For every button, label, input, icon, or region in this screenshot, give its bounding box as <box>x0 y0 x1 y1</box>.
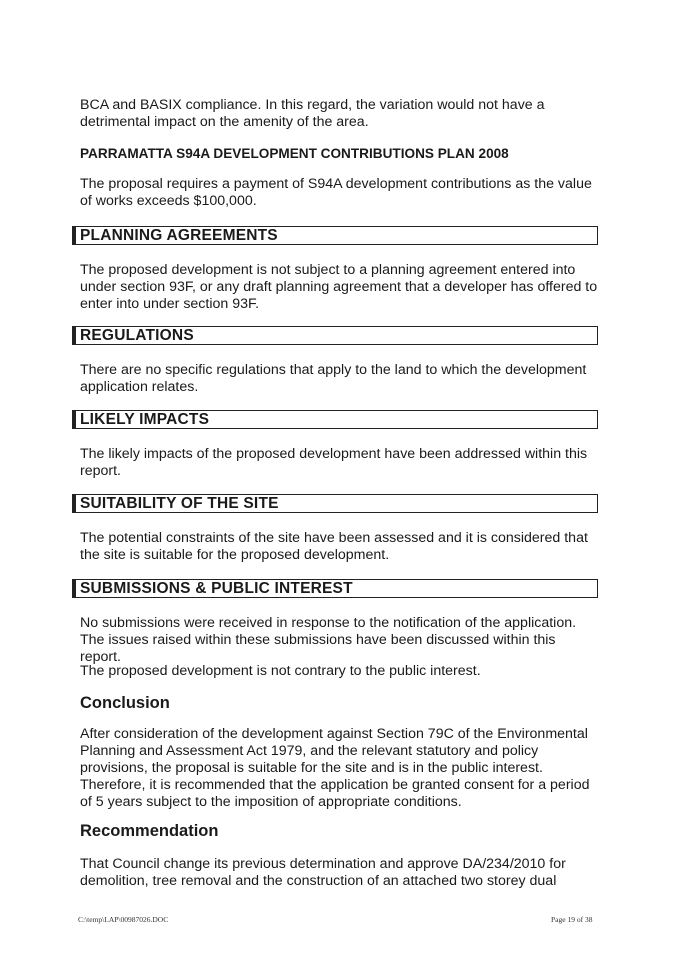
section-heading-text: PLANNING AGREEMENTS <box>80 227 278 244</box>
section-heading-suitability <box>72 494 598 513</box>
section-heading-regulations <box>72 326 598 345</box>
paragraph-planning-agreements: The proposed development is not subject to a planning agreement entered into under section 93F, or any draft planning agreement that a developer has offered to enter into under section 93F. <box>80 262 598 312</box>
heading-bar <box>72 226 76 246</box>
heading-recommendation: Recommendation <box>80 822 219 840</box>
paragraph-likely-impacts: The likely impacts of the proposed development have been addressed within this report. <box>80 446 588 479</box>
paragraph-public-interest: The proposed development is not contrary to the public interest. <box>80 663 481 679</box>
section-heading-text: REGULATIONS <box>80 327 194 344</box>
heading-bar <box>72 579 76 599</box>
section-heading-text: SUITABILITY OF THE SITE <box>80 495 279 512</box>
section-heading-likely-impacts <box>72 410 598 429</box>
paragraph-s94a: The proposal requires a payment of S94A development contributions as the value of works exceeds $100,000. <box>80 176 592 209</box>
footer-page-number: Page 19 of 38 <box>551 915 593 924</box>
paragraph-regulations: There are no specific regulations that apply to the land to which the development application relates. <box>80 362 587 395</box>
section-heading-text: LIKELY IMPACTS <box>80 411 210 428</box>
section-heading-text: SUBMISSIONS & PUBLIC INTEREST <box>80 580 353 597</box>
heading-bar <box>72 410 76 430</box>
heading-bar <box>72 494 76 514</box>
section-heading-submissions <box>72 579 598 598</box>
heading-conclusion: Conclusion <box>80 694 170 712</box>
paragraph-suitability: The potential constraints of the site have been assessed and it is considered that the site is suitable for the proposed development. <box>80 530 588 563</box>
paragraph-bca-basix: BCA and BASIX compliance. In this regard, the variation would not have a detrimental impact on the amenity of the area. <box>80 97 545 130</box>
section-heading-planning-agreements <box>72 226 598 245</box>
paragraph-submissions: No submissions were received in response to the notification of the application. The issues raised within these submissions have been discussed within this report. <box>80 615 577 665</box>
paragraph-conclusion: After consideration of the development against Section 79C of the Environmental Planning and Assessment Act 1979, and the relevant statutory and policy provisions, the proposal is suitable for the site and is in the public interest. Therefore, it is recommended that the application be granted consent for a period of 5 years subject to the imposition of appropriate conditions. <box>80 726 590 810</box>
heading-s94a-plan: PARRAMATTA S94A DEVELOPMENT CONTRIBUTIONS PLAN 2008 <box>80 146 509 161</box>
heading-bar <box>72 326 76 346</box>
footer-file-path: C:\temp\LAP\00987026.DOC <box>78 915 169 924</box>
paragraph-recommendation: That Council change its previous determination and approve DA/234/2010 for demolition, tree removal and the construction of an attached two storey dual <box>80 856 566 889</box>
